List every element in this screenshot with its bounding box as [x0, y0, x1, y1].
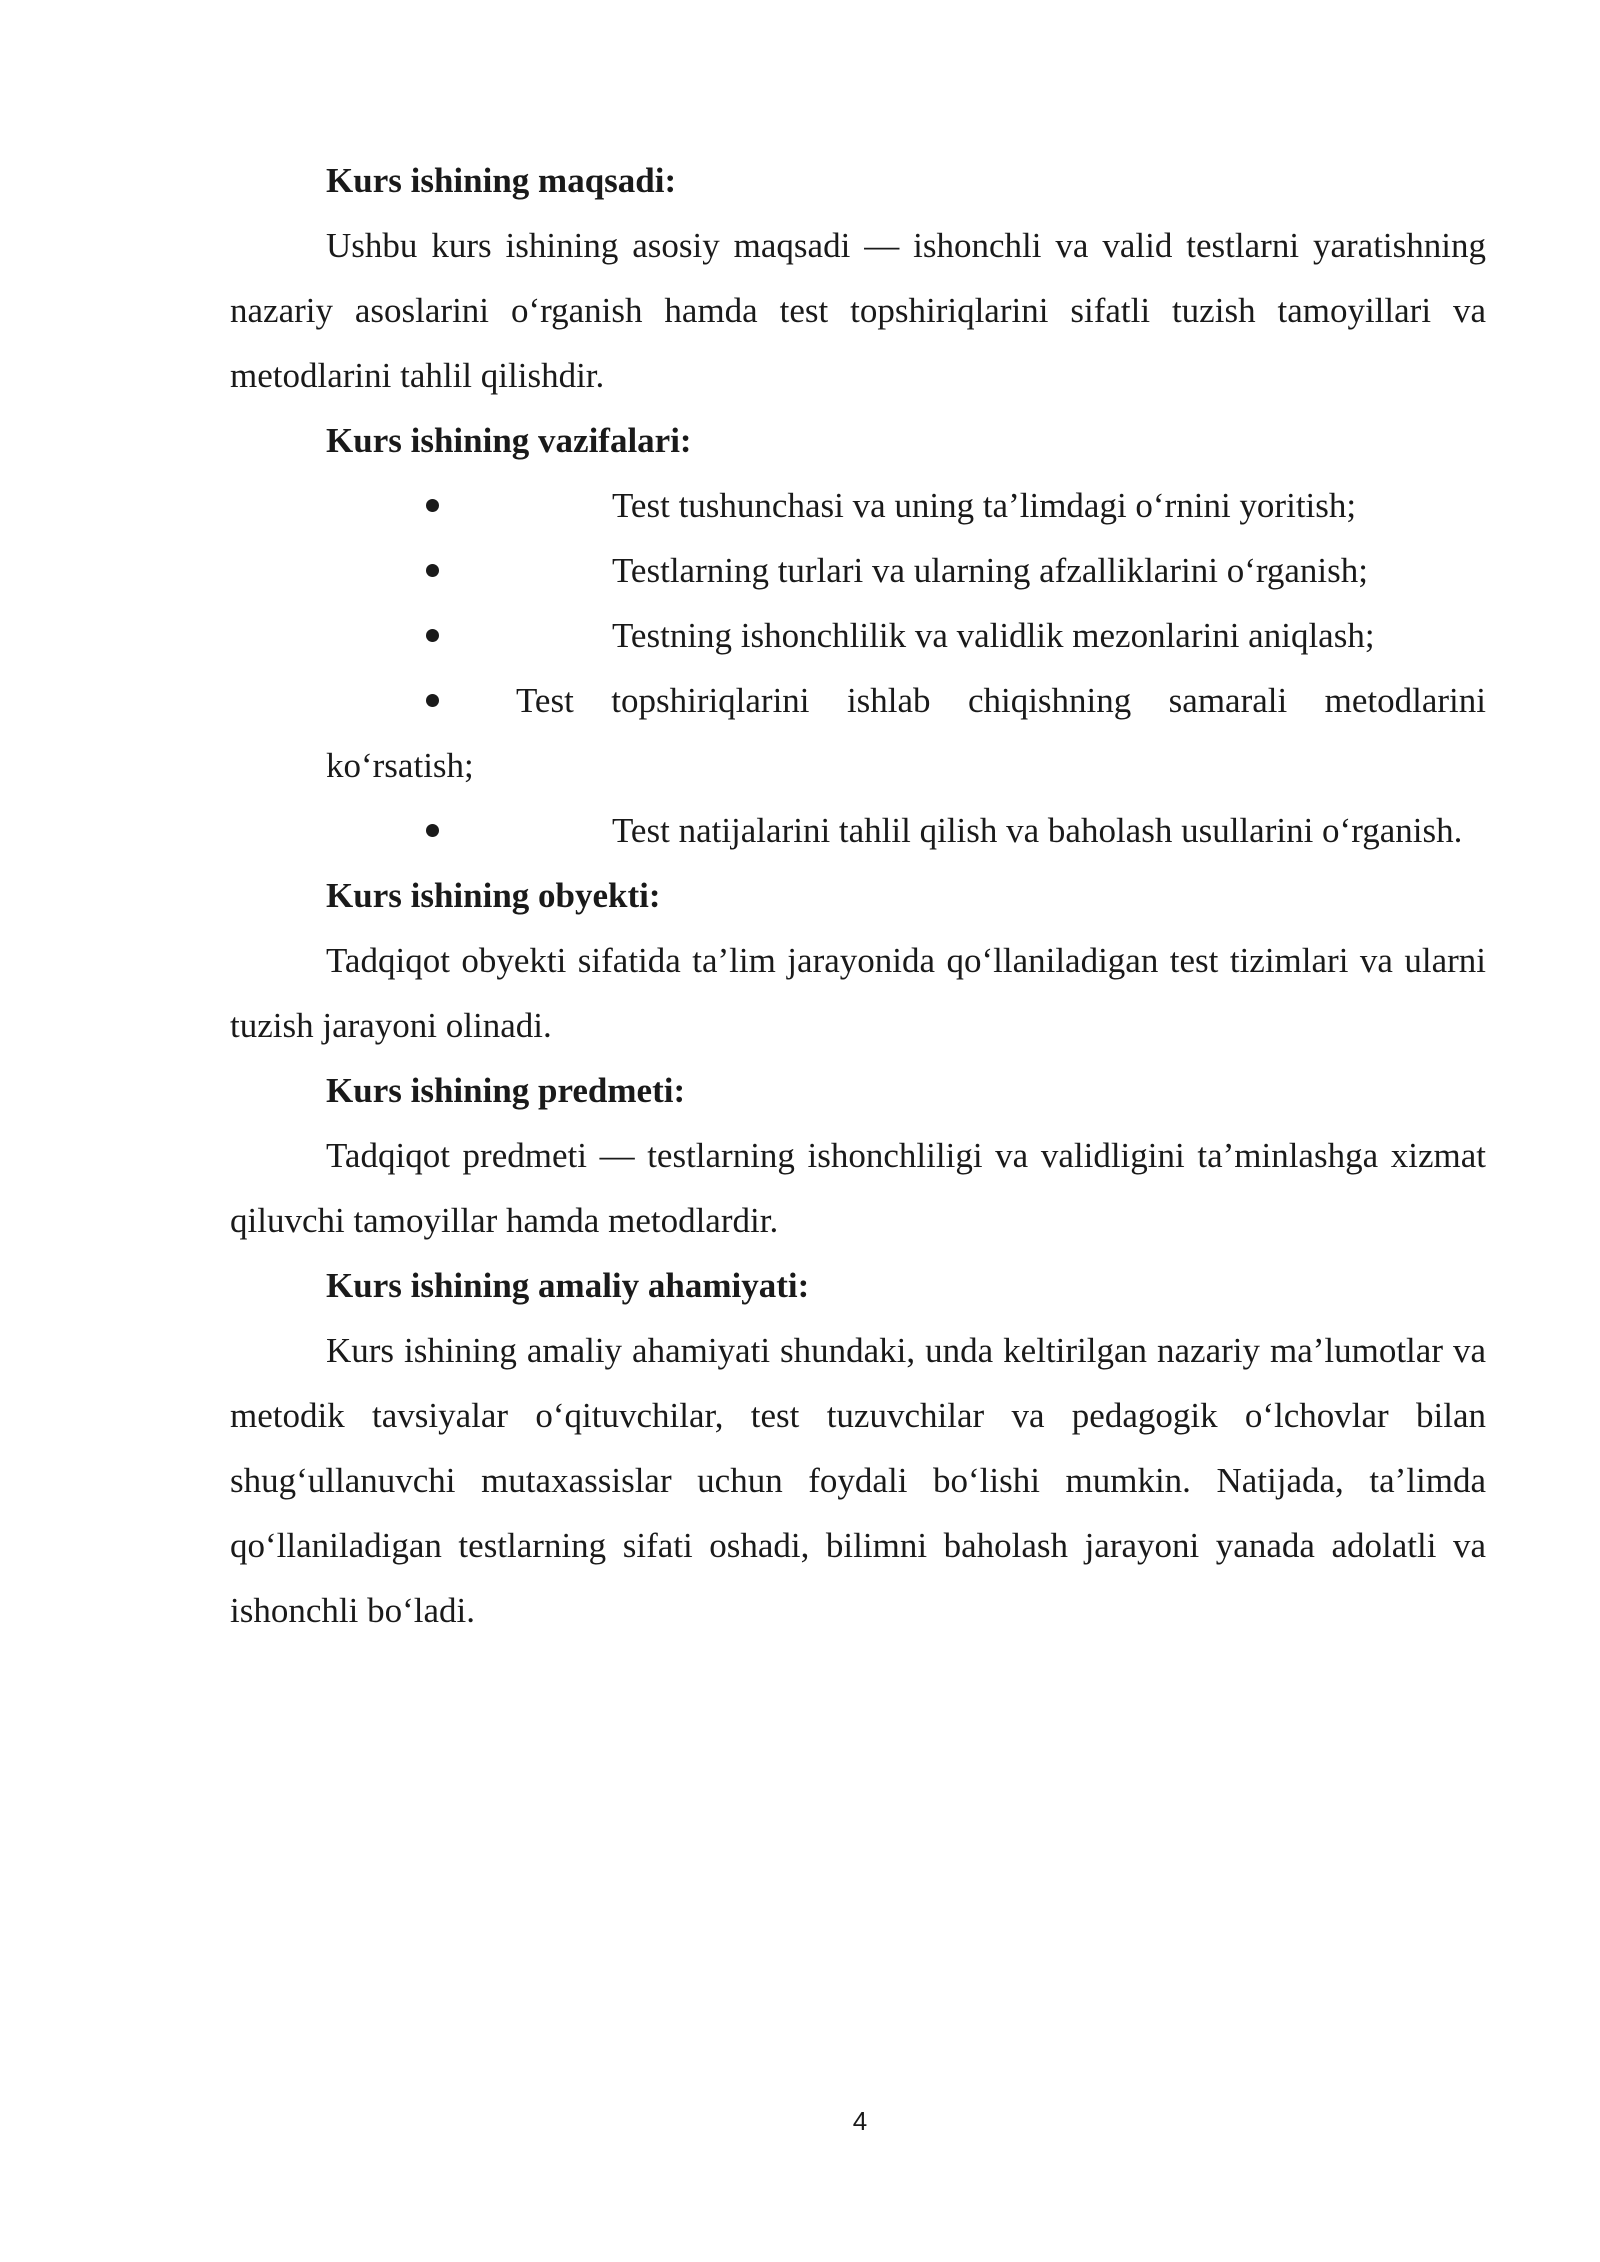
list-item	[230, 603, 1486, 668]
list-item-text: Test topshiriqlarini ishlab chiqishning samarali metodlarini ko‘rsatish;	[326, 681, 1486, 785]
subject-heading: Kurs ishining predmeti:	[326, 1071, 686, 1110]
goal-paragraph: Ushbu kurs ishining asosiy maqsadi — ishonchli va valid testlarni yaratishning nazariy asoslarini o‘rganish hamda test topshiriqlarini sifatli tuzish tamoyillari va metodlarini tahlil qilishdir.	[230, 226, 1486, 395]
page-number: 4	[852, 2106, 868, 2136]
significance-paragraph: Kurs ishining amaliy ahamiyati shundaki, unda keltirilgan nazariy ma’lumotlar va metodik tavsiyalar o‘qituvchilar, test tuzuvchilar va pedagogik o‘lchovlar bilan shug‘ullanuvchi mutaxassislar uchun foydali bo‘lishi mumkin. Natijada, ta’limda qo‘llaniladigan testlarning sifati oshadi, bilimni baholash jarayoni yanada adolatli va ishonchli bo‘ladi.	[230, 1331, 1486, 1630]
list-item-text: Testlarning turlari va ularning afzalliklarini o‘rganish;	[612, 551, 1368, 590]
list-item	[230, 473, 1486, 538]
tasks-list	[230, 473, 1486, 863]
list-item-text: Test natijalarini tahlil qilish va baholash usullarini o‘rganish.	[612, 811, 1463, 850]
bullet-icon	[426, 694, 439, 707]
list-item-text: Testning ishonchlilik va validlik mezonlarini aniqlash;	[612, 616, 1375, 655]
bullet-icon	[426, 564, 439, 577]
list-item-text: Test tushunchasi va uning ta’limdagi o‘rnini yoritish;	[612, 486, 1357, 525]
bullet-icon	[426, 629, 439, 642]
list-item	[230, 668, 1486, 798]
bullet-icon	[426, 499, 439, 512]
subject-paragraph: Tadqiqot predmeti — testlarning ishonchliligi va validligini ta’minlashga xizmat qiluvchi tamoyillar hamda metodlardir.	[230, 1136, 1486, 1240]
list-item	[230, 798, 1486, 863]
significance-heading: Kurs ishining amaliy ahamiyati:	[326, 1266, 810, 1305]
object-paragraph: Tadqiqot obyekti sifatida ta’lim jarayonida qo‘llaniladigan test tizimlari va ularni tuzish jarayoni olinadi.	[230, 941, 1486, 1045]
bullet-icon	[426, 824, 439, 837]
object-heading: Kurs ishining obyekti:	[326, 876, 661, 915]
document-page	[230, 148, 1486, 1643]
tasks-heading: Kurs ishining vazifalari:	[326, 421, 692, 460]
list-item	[230, 538, 1486, 603]
goal-heading: Kurs ishining maqsadi:	[326, 161, 677, 200]
